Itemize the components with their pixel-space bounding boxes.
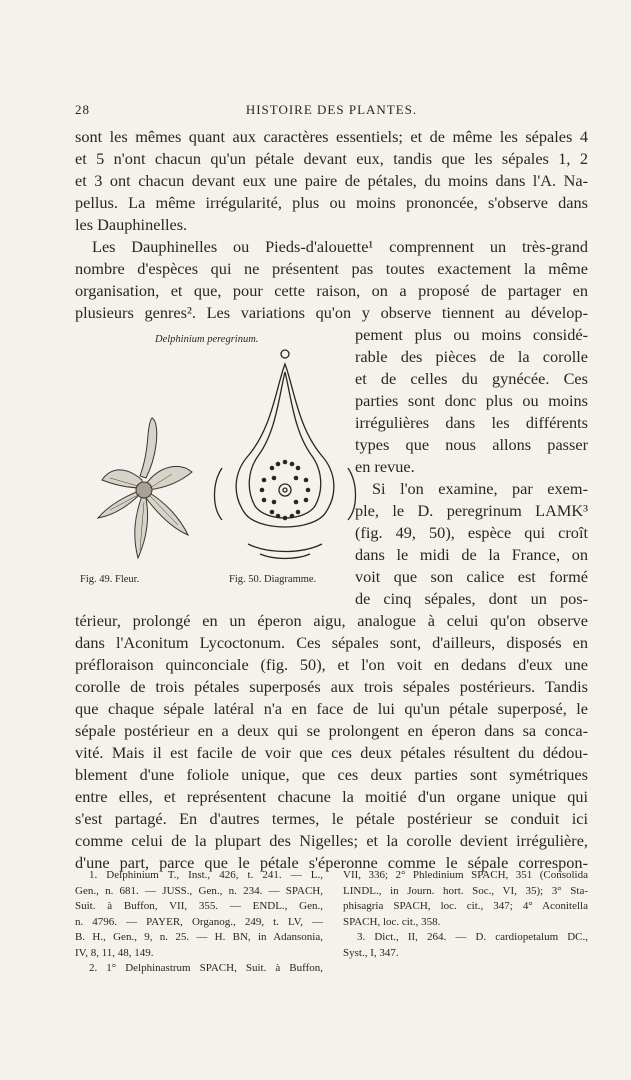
footnote-line: Gen., n. 681. — JUSS., Gen., n. 234. — SPACH, — [75, 884, 323, 897]
text-line: Si l'on examine, par exem- — [372, 479, 588, 498]
text-line: les Dauphinelles. — [75, 215, 188, 234]
text-line: (fig. 49, 50), espèce qui croît — [355, 523, 588, 542]
page-number: 28 — [75, 102, 90, 117]
footnote-line: 3. Dict., II, 264. — D. cardiopetalum DC., — [357, 931, 588, 943]
footnote-line: 2. 1° Delphinastrum SPACH, Suit. à Buffon, — [89, 962, 323, 974]
footnote-line: VII, 336; 2° Phledinium SPACH, 351 (Consolida — [343, 869, 588, 881]
text-line: irrégulières dans les différents — [355, 413, 588, 432]
text-line: et de celles du gynécée. Ces — [355, 369, 588, 388]
text-line: et 3 ont chacun devant eux une paire de pétales, du moins dans l'A. Na- — [75, 171, 588, 190]
text-line: Les Dauphinelles ou Pieds-d'alouette¹ comprennent un très-grand — [92, 237, 588, 256]
text-line: pement plus ou moins considé- — [355, 325, 588, 344]
text-line: ple, le D. peregrinum LAMK³ — [355, 501, 588, 520]
text-line: térieur, prolongé en un éperon aigu, analogue à celui qu'on observe — [75, 611, 588, 630]
text-line: voit que son calice est formé — [355, 567, 588, 586]
text-line: types que nous allons passer — [355, 435, 588, 454]
floral-diagram — [208, 348, 364, 574]
text-line: plusieurs genres². Les variations qu'on y observe tiennent au dévelop- — [75, 303, 588, 322]
text-line: comme celui de la plupart des Nigelles; et la corolle devient irrégulière, — [75, 831, 588, 850]
footnote-line: IV, 8, 11, 48, 149. — [75, 946, 154, 959]
footnote-line: LINDL., in Journ. hort. Soc., VI, 35); 3° Sta- — [343, 884, 588, 897]
text-line: dans l'Aconitum Lycoctonum. Ces sépales sont, d'ailleurs, disposés en — [75, 633, 588, 652]
text-line: d'une part, parce que le pétale s'éperonne comme le sépale correspon- — [75, 853, 588, 872]
footnote-line: Suit. à Buffon, VII, 355. — ENDL., Gen., — [75, 900, 323, 912]
text-line: et 5 n'ont chacun qu'un pétale devant eux, tandis que les sépales 1, 2 — [75, 149, 588, 168]
text-line: corolle de trois pétales superposés aux trois sépales postérieurs. Tandis — [75, 677, 588, 696]
footnote-line: 1. Delphinium T., Inst., 426, t. 241. — L., — [89, 869, 323, 881]
figure-50-label: Fig. 50. Diagramme. — [229, 574, 317, 585]
text-line: sépale postérieur en a deux qui se prolongent en éperon dans sa conca- — [75, 721, 588, 740]
text-line: sont les mêmes quant aux caractères essentiels; et de même les sépales 4 — [75, 127, 588, 146]
footnote-line: n. 4796. — PAYER, Organog., 249, t. LV, — — [75, 915, 323, 928]
text-line: blement d'une foliole unique, que ces deux parties sont symétriques — [75, 765, 588, 784]
footnote-line: B. H., Gen., 9, n. 25. — H. BN, in Adansonia, — [75, 931, 323, 943]
text-line: vité. Mais il est facile de voir que ces deux pétales résultent du dédou- — [75, 743, 588, 762]
running-title: HISTOIRE DES PLANTES. — [245, 102, 418, 117]
text-line: dans le midi de la France, on — [355, 545, 588, 564]
text-line: s'est partagé. En d'autres termes, le pétale postérieur se conduit ici — [75, 809, 588, 828]
text-line: entre elles, et représentent chacune la moitié d'un organe unique qui — [75, 787, 588, 806]
running-header — [75, 102, 588, 120]
text-line: nombre d'espèces qui ne présentent pas toutes exactement la même — [75, 259, 588, 278]
text-line: pellus. La même irrégularité, plus ou moins prononcée, s'observe dans — [75, 193, 588, 212]
text-line: de cinq sépales, dont un pos- — [355, 589, 588, 608]
text-line: en revue. — [355, 457, 415, 476]
footnote-line: phisagria SPACH, loc. cit., 347; 4° Aconitella — [343, 900, 588, 912]
figure-49-label: Fig. 49. Fleur. — [80, 574, 140, 585]
flower-illustration — [80, 410, 210, 570]
text-line: parties sont donc plus ou moins — [355, 391, 588, 410]
text-line: que chaque sépale latéral n'a en face de lui qu'un pétale superposé, le — [75, 699, 588, 718]
footnote-line: Syst., I, 347. — [343, 946, 399, 959]
text-line: rable des pièces de la corolle — [355, 347, 588, 366]
figure-caption: Delphinium peregrinum. — [155, 334, 259, 345]
footnote-line: SPACH, loc. cit., 358. — [343, 915, 441, 928]
text-line: préfloraison quinconciale (fig. 50), et l'on voit en dedans d'eux une — [75, 655, 588, 674]
text-line: organisation, et que, pour cette raison, on a proposé de partager en — [75, 281, 588, 300]
